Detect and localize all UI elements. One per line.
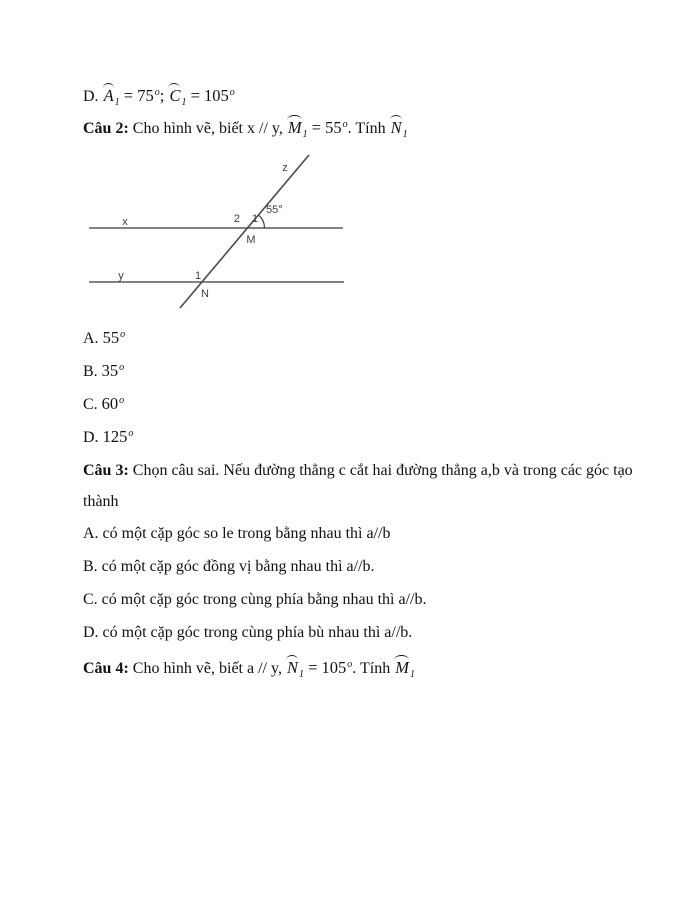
label-line-y: y: [118, 270, 124, 282]
geometry-figure-question2: [86, 151, 348, 315]
parallel-lines-diagram: [86, 151, 348, 315]
label-line-x: x: [122, 216, 128, 228]
point-m-label: M: [246, 234, 256, 246]
question3-option-b: B. có một cặp góc đồng vị bằng nhau thì a//b.: [83, 558, 375, 575]
angle-2-label-at-m: 2: [233, 213, 240, 225]
angle-value-label: 55°: [266, 204, 283, 216]
point-n-label: N: [201, 288, 209, 300]
angle-arc-at-m: [259, 215, 265, 228]
question3-text-line2: thành: [83, 493, 119, 510]
transversal-z: [180, 155, 309, 308]
question2-option-d: D. 125$^o$: [83, 427, 134, 446]
question3-option-d: D. có một cặp góc trong cùng phía bù nhau thì a//b.: [83, 624, 413, 641]
label-line-z: z: [282, 162, 288, 174]
question2-option-c: C. 60$^o$: [83, 394, 125, 413]
angle-1-label-at-n: 1: [194, 270, 202, 282]
question2-option-b: B. 35$^o$: [83, 361, 125, 380]
angle-1-label-at-m: 1: [251, 213, 259, 225]
question2-text: Câu 2: Cho hình vẽ, biết x // y, M $_1 = 55^o$. Tính N $_1$: [83, 115, 408, 139]
question4-text: Câu 4: Cho hình vẽ, biết a // y, N $_1 = 105^o$. Tính M $_1$: [83, 655, 415, 679]
option-d-previous-question: D. A $_1 = 75^o$; C $_1 = 105^o$: [83, 83, 235, 107]
question3-text-line1: Câu 3: Chọn câu sai. Nếu đường thẳng c cắt hai đường thẳng a,b và trong các góc tạo: [83, 462, 633, 479]
question3-option-c: C. có một cặp góc trong cùng phía bằng nhau thì a//b.: [83, 591, 427, 608]
question3-option-a: A. có một cặp góc so le trong bằng nhau thì a//b: [83, 525, 391, 542]
question2-option-a: A. 55$^o$: [83, 328, 126, 347]
